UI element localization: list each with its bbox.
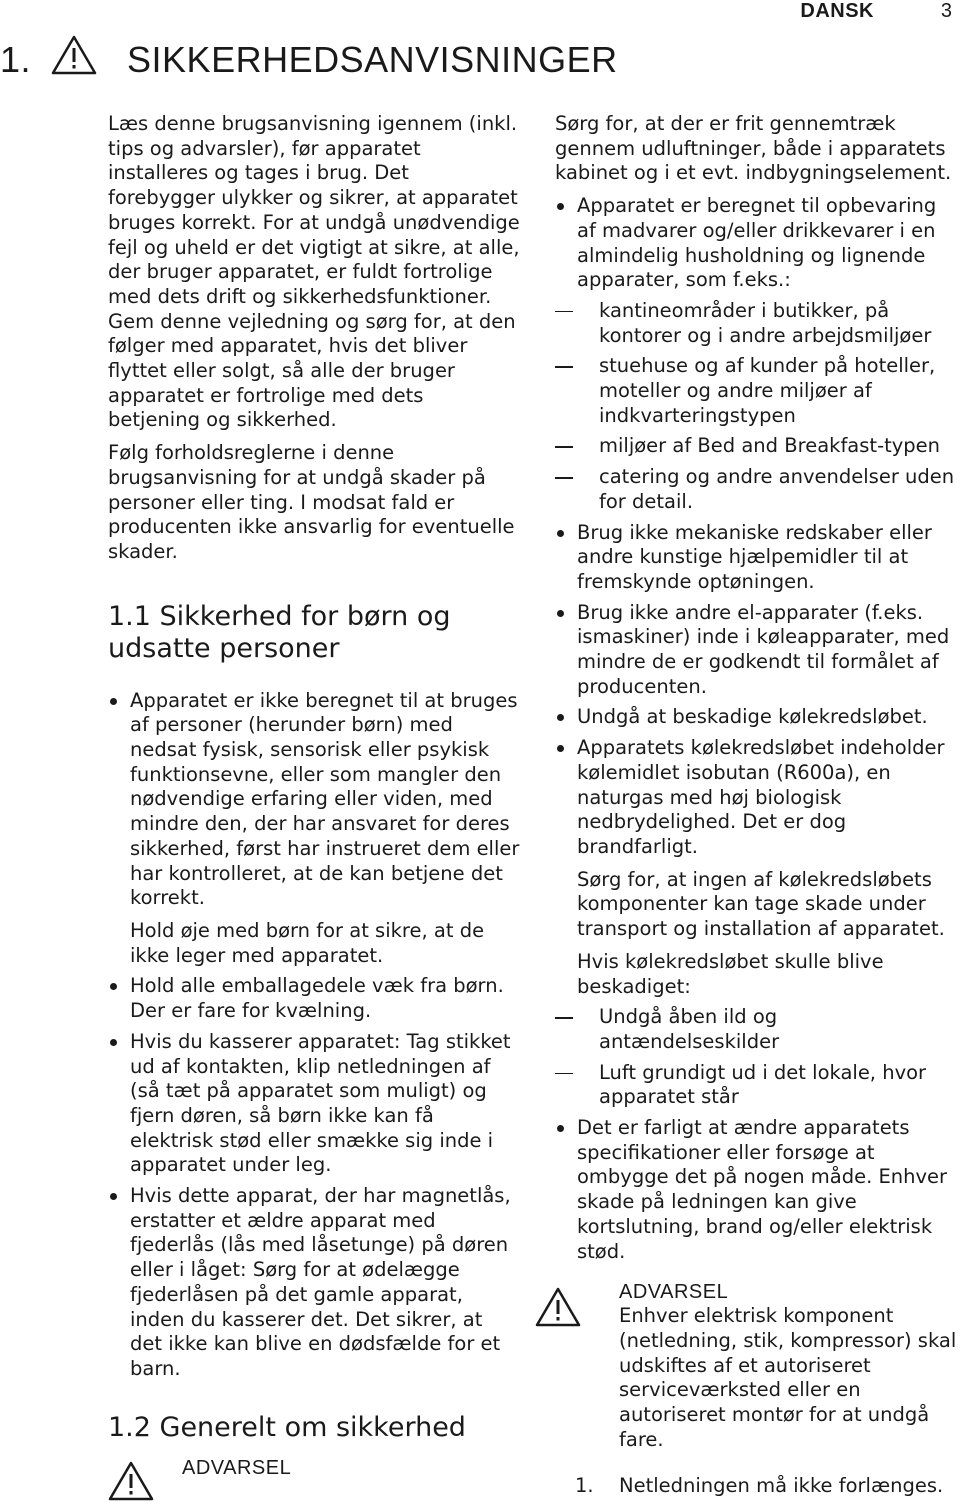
list-item: Brug ikke mekaniske redskaber eller andre kunstige hjælpemidler til at fremskynde optøningen.	[555, 521, 957, 595]
warning-triangle-icon	[51, 34, 97, 85]
section-heading-1-2: 1.2 Generelt om sikkerhed	[108, 1411, 466, 1443]
ventilation-paragraph: Sørg for, at der er frit gennemtræk gennem udluftninger, både i apparatets kabinet og i et evt. indbygningselement.	[555, 112, 952, 185]
dash-item: kantineområder i butikker, på kontorer og i andre arbejdsmiljøer	[555, 299, 957, 348]
dash-item: miljøer af Bed and Breakfast-typen	[555, 434, 957, 459]
left-column	[108, 112, 520, 1506]
list-item: Hvis dette apparat, der har magnetlås, erstatter et ældre apparat med fjederlås (lås med låsetunge) på døren eller i låget: Sørg for at ødelægge fjederlåsen på det gamle apparat, inden du kasserer det. Det sikrer, at det ikke kan blive en dødsfælde for et barn.	[108, 1184, 520, 1382]
warning-triangle-icon	[535, 1286, 581, 1332]
damage-dash-list	[555, 1005, 957, 1110]
warning-triangle-icon	[108, 1460, 154, 1506]
list-item	[555, 736, 957, 1110]
list-item: Hold alle emballagedele væk fra børn. Der er fare for kvælning.	[108, 974, 520, 1023]
warning-label: ADVARSEL	[619, 1281, 729, 1304]
numbered-item	[555, 1474, 957, 1497]
warning-label: ADVARSEL	[182, 1456, 292, 1479]
list-item	[555, 194, 957, 514]
list-item: Undgå at beskadige kølekredsløbet.	[555, 705, 957, 730]
warning-block	[108, 1456, 520, 1506]
dash-item: Luft grundigt ud i det lokale, hvor apparatet står	[555, 1061, 957, 1110]
language-label: DANSK	[800, 0, 874, 22]
dash-item: Undgå åben ild og antændelseskilder	[555, 1005, 957, 1054]
numbered-item-number: 1.	[575, 1474, 594, 1498]
children-safety-list	[108, 689, 520, 1382]
list-item-text: Apparatets kølekredsløbet indeholder kølemidlet isobutan (R600a), en naturgas med høj biologisk nedbrydelighed. Det er dog brandfarligt.	[577, 736, 945, 858]
list-item-note: Hold øje med børn for at sikre, at de ikke leger med apparatet.	[130, 918, 485, 967]
right-column	[555, 112, 957, 1497]
general-safety-list	[555, 194, 957, 1264]
dash-item: stuehuse og af kunder på hoteller, moteller og andre miljøer af indkvarteringstypen	[555, 354, 957, 428]
list-item: Hvis du kasserer apparatet: Tag stikket ud af kontakten, klip netledningen af (så tæt på apparatet som muligt) og fjern døren, så børn ikke kan få elektrisk stød eller smække sig inde i apparatet under leg.	[108, 1030, 520, 1178]
chapter-title: SIKKERHEDSANVISNINGER	[127, 38, 618, 80]
warning-block	[555, 1280, 957, 1452]
list-item	[108, 689, 520, 969]
page-number: 3	[940, 0, 952, 22]
chapter-heading	[0, 34, 618, 85]
warning-text: Enhver elektrisk komponent (netledning, stik, kompressor) skal udskiftes af et autoriseret serviceværksted eller en autoriseret montør for at undgå fare.	[619, 1304, 957, 1451]
list-item: Brug ikke andre el-apparater (f.eks. ismaskiner) inde i køleapparater, med mindre de er godkendt til formålet af producenten.	[555, 601, 957, 700]
section-heading-1-1: 1.1 Sikkerhed for børn og udsatte personer	[108, 600, 451, 664]
list-item-text: Apparatet er ikke beregnet til at bruges af personer (herunder børn) med nedsat fysisk, sensorisk eller psykisk funktionsevne, eller som mangler den nødvendige erfaring eller viden, med mindre den, der har ansvaret for deres sikkerhed, først har instrueret dem eller har kontrolleret, at de kan betjene det korrekt.	[130, 688, 520, 910]
refrigerant-note-2: Hvis kølekredsløbet skulle blive beskadiget:	[577, 949, 884, 998]
usage-dash-list	[555, 299, 957, 515]
warning-content	[619, 1280, 957, 1452]
chapter-number: 1.	[0, 38, 32, 80]
intro-paragraph-2: Følg forholdsreglerne i denne brugsanvisning for at undgå skader på personer eller ting. I modsat fald er producenten ikke ansvarlig for eventuelle skader.	[108, 441, 515, 563]
refrigerant-note-1: Sørg for, at ingen af kølekredsløbets komponenter kan tage skade under transport og installation af apparatet.	[577, 867, 945, 941]
numbered-item-text: Netledningen må ikke forlænges.	[619, 1474, 944, 1498]
intro-paragraph-1: Læs denne brugsanvisning igennem (inkl. tips og advarsler), før apparatet installeres og tages i brug. Det forebygger ulykker og sikrer, at apparatet bruges korrekt. For at undgå unødvendige fejl og uheld er det vigtigt at sikre, at alle, der bruger apparatet, er fuldt fortrolige med dets drift og sikkerhedsfunktioner. Gem denne vejledning og sørg for, at den følger med apparatet, hvis det bliver flyttet eller solgt, så alle der bruger apparatet er fortrolige med dets betjening og sikkerhed.	[108, 112, 520, 432]
list-item-text: Apparatet er beregnet til opbevaring af madvarer og/eller drikkevarer i en almindelig husholdning og lignende apparater, som f.eks.:	[577, 194, 937, 292]
list-item: Det er farligt at ændre apparatets specifikationer eller forsøge at ombygge det på nogen måde. Enhver skade på ledningen kan give kortslutning, brand og/eller elektrisk stød.	[555, 1116, 957, 1264]
dash-item: catering og andre anvendelser uden for detail.	[555, 465, 957, 514]
